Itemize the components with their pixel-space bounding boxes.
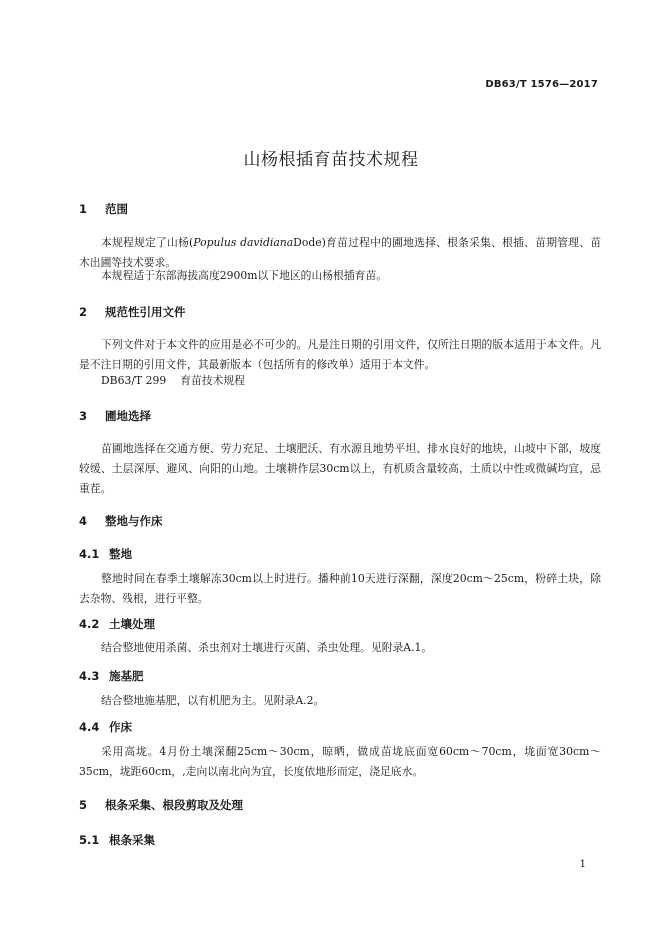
section-2-heading (79, 304, 186, 320)
section-title: 整地 (109, 547, 132, 561)
page-number: 1 (579, 859, 586, 870)
section-title: 范围 (105, 202, 128, 216)
section-4-heading (79, 513, 163, 529)
section-5-1-heading (79, 832, 155, 848)
section-title: 土壤处理 (109, 617, 155, 631)
section-1-paragraph-1: 本规程规定了山杨(Populus davidianaDode)育苗过程中的圃地选择、根条采集、根插、苗期管理、苗木出圃等技术要求。 (79, 236, 602, 269)
latin-species-name: Populus davidiana (193, 236, 294, 249)
section-title: 根条采集 (109, 833, 155, 847)
section-2-paragraph-1: 下列文件对于本文件的应用是必不可少的。凡是注日期的引用文件，仅所注日期的版本适用于本文件。凡是不注日期的引用文件，其最新版本（包括所有的修改单）适用于本文件。 (79, 338, 601, 371)
document-title: 山杨根插育苗技术规程 (243, 150, 419, 170)
section-title: 作床 (109, 720, 132, 734)
reference-code: DB63/T 299 (101, 374, 167, 387)
section-number: 4.3 (79, 669, 100, 683)
section-4-1-paragraph: 整地时间在春季土壤解冻30cm以上时进行。播种前10天进行深翻，深度20cm～25cm，粉碎土块，除去杂物、残根，进行平整。 (79, 572, 601, 605)
section-number: 4.2 (79, 617, 100, 631)
section-title: 施基肥 (109, 669, 144, 683)
standard-number: DB63/T 1576—2017 (485, 79, 598, 90)
section-1-heading (79, 201, 128, 217)
section-3-paragraph-1: 苗圃地选择在交通方便、劳力充足、土壤肥沃、有水源且地势平坦、排水良好的地块，山坡中下部，坡度较缓、土层深厚、避风、向阳的山地。土壤耕作层30cm以上，有机质含量较高，土质以中性或微碱均宜，忌重茬。 (79, 442, 601, 495)
reference-title: 育苗技术规程 (180, 374, 245, 387)
section-number: 5 (79, 798, 88, 812)
normative-reference (101, 371, 245, 391)
section-4-4-heading (79, 719, 132, 735)
section-number: 1 (79, 202, 88, 216)
section-title: 圃地选择 (105, 409, 151, 423)
section-number: 4.1 (79, 547, 100, 561)
section-4-3-paragraph: 结合整地施基肥，以有机肥为主。见附录A.2。 (101, 694, 325, 707)
section-number: 5.1 (79, 833, 100, 847)
section-4-3-heading (79, 668, 144, 684)
section-5-heading (79, 797, 243, 813)
section-1-paragraph-2: 本规程适于东部海拔高度2900m以下地区的山杨根插育苗。 (101, 269, 388, 282)
section-4-1-heading (79, 546, 132, 562)
section-title: 规范性引用文件 (105, 305, 186, 319)
section-title: 整地与作床 (105, 514, 163, 528)
section-number: 4 (79, 514, 88, 528)
section-number: 3 (79, 409, 88, 423)
section-3-heading (79, 408, 151, 424)
section-title: 根条采集、根段剪取及处理 (105, 798, 243, 812)
section-number: 2 (79, 305, 88, 319)
section-4-2-paragraph: 结合整地使用杀菌、杀虫剂对土壤进行灭菌、杀虫处理。见附录A.1。 (101, 641, 433, 654)
section-4-2-heading (79, 616, 155, 632)
section-4-4-paragraph: 采用高垅。4月份土壤深翻25cm～30cm，晾晒，做成苗垅底面宽60cm～70cm，垅面宽30cm～35cm，垅距60cm，,走向以南北向为宜，长度依地形而定，浇足底水。 (79, 745, 601, 778)
section-number: 4.4 (79, 720, 100, 734)
